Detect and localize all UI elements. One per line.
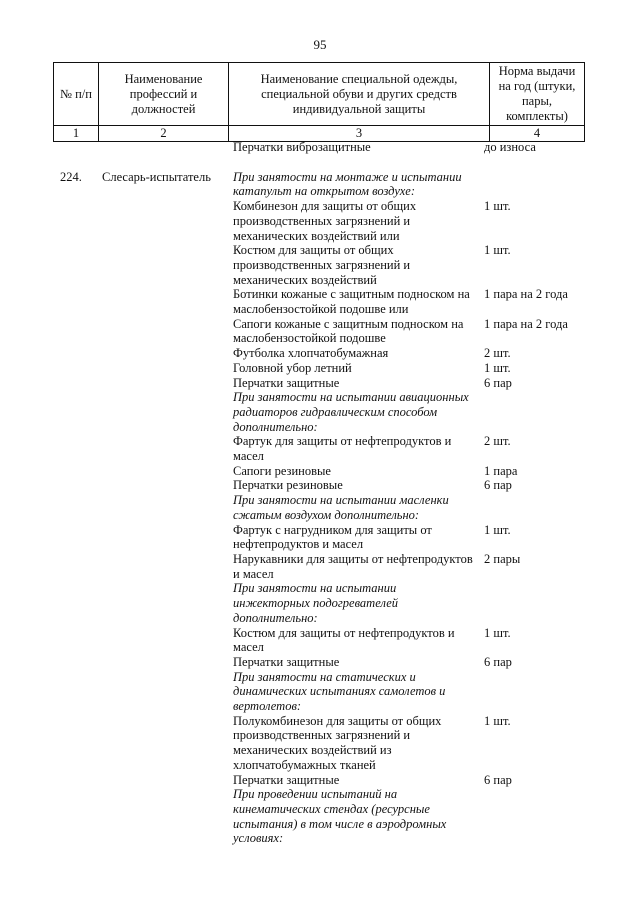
item-norm: 1 шт. <box>484 713 511 728</box>
item-name: Сапоги кожаные с защитным подноском на маслобензостойкой подошве <box>233 316 464 346</box>
table-body <box>0 140 640 846</box>
table-row <box>0 346 640 361</box>
item-name: Головной убор летний <box>233 360 352 375</box>
header-protective-equipment: Наименование специальной одежды, специальной обуви и других средств индивидуальной защиты <box>229 63 490 126</box>
table-row <box>0 655 640 670</box>
item-name: Перчатки защитные <box>233 375 340 390</box>
item-name: Фартук с нагрудником для защиты от нефтепродуктов и масел <box>233 522 432 552</box>
table-row <box>0 434 640 463</box>
table-row <box>0 626 640 655</box>
item-norm: 6 пар <box>484 375 512 390</box>
condition-text: При занятости на испытании инжекторных подогревателей дополнительно: <box>233 581 399 625</box>
item-name: Нарукавники для защиты от нефтепродуктов и масел <box>233 551 473 581</box>
item-name: Футболка хлопчатобумажная <box>233 346 389 361</box>
item-name: Ботинки кожаные с защитным подноском на маслобензостойкой подошве или <box>233 287 470 317</box>
table-row <box>0 140 640 155</box>
item-name: Перчатки защитные <box>233 772 340 787</box>
condition-text: При занятости на испытании масленки сжатым воздухом дополнительно: <box>233 493 449 522</box>
condition-text: При занятости на испытании авиационных радиаторов гидравлическим способом дополнительно: <box>233 390 469 434</box>
item-norm: 1 шт. <box>484 522 511 537</box>
section-condition-row <box>0 493 640 522</box>
table-row <box>0 523 640 552</box>
item-norm: 2 шт. <box>484 346 511 361</box>
header-norm: Норма выдачи на год (штуки, пары, комплекты) <box>490 63 585 126</box>
table-header <box>53 62 585 142</box>
item-name: Костюм для защиты от нефтепродуктов и масел <box>233 625 455 655</box>
table-row <box>0 773 640 788</box>
page-number: 95 <box>313 37 327 52</box>
condition-text: При занятости на статических и динамических испытаниях самолетов и вертолетов: <box>233 669 446 714</box>
condition-text: При занятости на монтаже и испытании катапульт на открытом воздухе: <box>233 169 462 199</box>
column-number-3: 3 <box>229 126 490 142</box>
item-norm: 1 шт. <box>484 360 511 375</box>
item-name: Полукомбинезон для защиты от общих производственных загрязнений и механических воздействий из хлопчатобумажных тканей <box>233 713 442 772</box>
table-row <box>0 478 640 493</box>
entry-profession: Слесарь-испытатель <box>102 169 211 184</box>
item-norm: 1 пара на 2 года <box>484 287 568 302</box>
item-norm: 1 шт. <box>484 199 511 214</box>
header-number: № п/п <box>54 63 99 126</box>
item-norm: 1 шт. <box>484 625 511 640</box>
item-norm: 1 шт. <box>484 243 511 258</box>
item-norm: 6 пар <box>484 772 512 787</box>
item-name: Комбинезон для защиты от общих производственных загрязнений и механических воздействий или <box>233 199 417 243</box>
table-row <box>0 317 640 346</box>
item-norm: 1 пара <box>484 463 518 478</box>
table-row <box>0 243 640 287</box>
table-row <box>0 714 640 773</box>
section-condition-row <box>0 170 640 199</box>
item-name: Перчатки виброзащитные <box>233 140 371 154</box>
item-norm: 2 шт. <box>484 434 511 449</box>
item-name: Перчатки защитные <box>233 654 340 669</box>
item-norm: 2 пары <box>484 551 521 566</box>
table-row <box>0 361 640 376</box>
table-row <box>0 287 640 316</box>
table-row <box>0 552 640 581</box>
section-condition-row <box>0 787 640 846</box>
item-norm: 6 пар <box>484 478 512 493</box>
table-row <box>0 199 640 243</box>
entry-items <box>0 170 640 846</box>
section-condition-row <box>0 670 640 714</box>
item-name: Перчатки резиновые <box>233 478 343 493</box>
item-name: Сапоги резиновые <box>233 463 331 478</box>
item-norm: до износа <box>484 140 536 154</box>
condition-text: При проведении испытаний на кинематических стендах (ресурсные испытания) в том числе в аэродромных условиях: <box>233 787 447 846</box>
table-row <box>0 464 640 479</box>
item-name: Костюм для защиты от общих производственных загрязнений и механических воздействий <box>233 243 411 287</box>
column-number-2: 2 <box>99 126 229 142</box>
section-condition-row <box>0 581 640 625</box>
item-name: Фартук для защиты от нефтепродуктов и масел <box>233 434 452 464</box>
column-number-4: 4 <box>490 126 585 142</box>
table-row <box>0 376 640 391</box>
section-condition-row <box>0 390 640 434</box>
item-norm: 1 пара на 2 года <box>484 316 568 331</box>
profession-entry <box>0 170 640 846</box>
item-norm: 6 пар <box>484 654 512 669</box>
entry-number: 224. <box>60 169 82 184</box>
column-number-1: 1 <box>54 126 99 142</box>
header-profession: Наименование профессий и должностей <box>99 63 229 126</box>
